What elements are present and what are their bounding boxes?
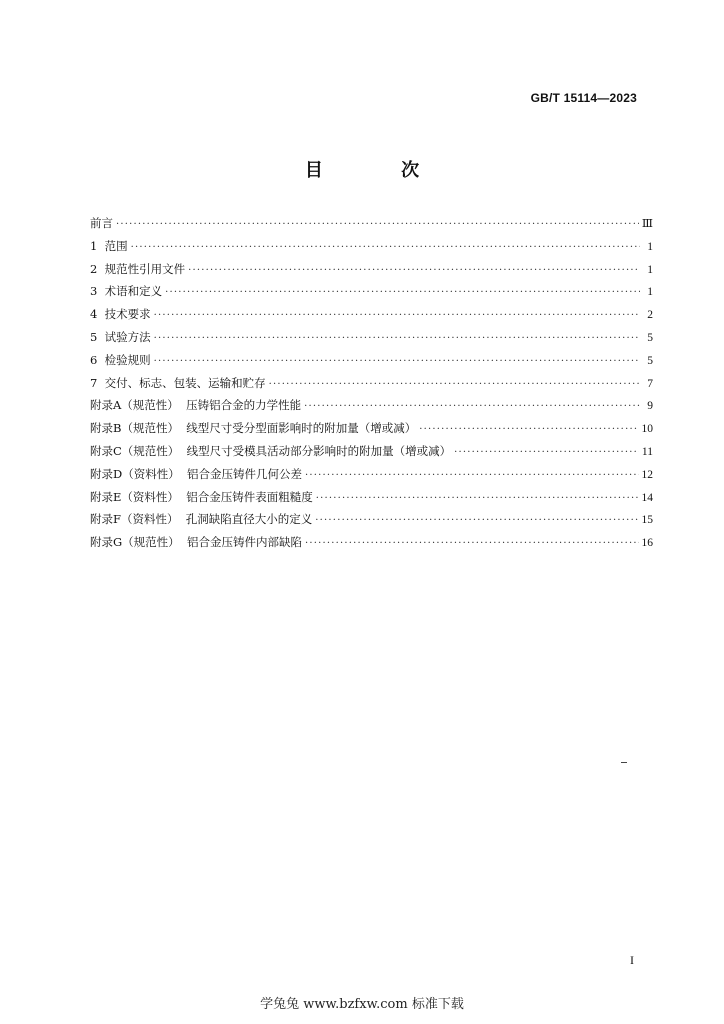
toc-leader-dots bbox=[154, 305, 640, 328]
stray-mark bbox=[621, 762, 627, 763]
toc-leader-dots bbox=[305, 465, 638, 488]
toc-entry-page: 9 bbox=[647, 400, 653, 413]
toc-entry-label: 2 规范性引用文件 bbox=[90, 261, 186, 276]
toc-entry-terms-definitions[interactable] bbox=[90, 280, 653, 303]
toc-entry-label: 5 试验方法 bbox=[90, 329, 151, 344]
toc-leader-dots bbox=[116, 214, 639, 237]
toc-entry-label: 附录C（规范性） 线型尺寸受模具活动部分影响时的附加量（增或减） bbox=[90, 443, 452, 458]
toc-entry-label: 4 技术要求 bbox=[90, 307, 151, 322]
toc-entry-foreword[interactable] bbox=[90, 212, 653, 235]
toc-leader-dots bbox=[188, 260, 640, 283]
toc-entry-page: Ⅲ bbox=[641, 218, 653, 230]
toc-entry-label: 附录G（规范性） 铝合金压铸件内部缺陷 bbox=[90, 535, 302, 550]
toc-entry-inspection-rules[interactable] bbox=[90, 349, 653, 372]
table-of-contents bbox=[90, 212, 653, 554]
toc-entry-label: 附录F（资料性） 孔洞缺陷直径大小的定义 bbox=[90, 512, 313, 527]
toc-leader-dots bbox=[154, 328, 640, 351]
toc-entry-label: 附录D（资料性） 铝合金压铸件几何公差 bbox=[90, 466, 303, 481]
toc-entry-page: 1 bbox=[647, 240, 653, 253]
toc-entry-page: 5 bbox=[647, 331, 653, 344]
toc-entry-scope[interactable] bbox=[90, 235, 653, 258]
toc-entry-page: 1 bbox=[647, 286, 653, 299]
toc-entry-annex-g[interactable] bbox=[90, 531, 653, 554]
toc-entry-test-methods[interactable] bbox=[90, 326, 653, 349]
toc-entry-page: 16 bbox=[641, 537, 653, 550]
toc-entry-page: 1 bbox=[647, 263, 653, 276]
toc-title: 目 次 bbox=[304, 160, 456, 181]
toc-entry-annex-f[interactable] bbox=[90, 508, 653, 531]
toc-entry-page: 15 bbox=[641, 514, 653, 527]
toc-entry-page: 2 bbox=[647, 309, 653, 322]
toc-leader-dots bbox=[316, 488, 639, 511]
toc-entry-label: 7 交付、标志、包装、运输和贮存 bbox=[90, 375, 266, 390]
toc-entry-page: 5 bbox=[647, 354, 653, 367]
toc-leader-dots bbox=[304, 396, 640, 419]
toc-entry-label: 3 术语和定义 bbox=[90, 284, 163, 299]
toc-leader-dots bbox=[131, 237, 640, 260]
toc-entry-label: 附录A（规范性） 压铸铝合金的力学性能 bbox=[90, 398, 302, 413]
toc-entry-page: 7 bbox=[647, 377, 653, 390]
toc-entry-label: 前言 bbox=[90, 216, 113, 230]
toc-leader-dots bbox=[165, 282, 640, 305]
toc-entry-label: 1 范围 bbox=[90, 238, 128, 253]
toc-entry-page: 11 bbox=[641, 445, 653, 458]
toc-entry-page: 12 bbox=[641, 468, 653, 481]
toc-leader-dots bbox=[269, 374, 640, 397]
page-number: I bbox=[630, 953, 634, 967]
toc-leader-dots bbox=[419, 419, 638, 442]
toc-entry-annex-c[interactable] bbox=[90, 440, 653, 463]
standard-code: GB/T 15114—2023 bbox=[530, 91, 637, 105]
footer-watermark-text: 学兔兔 www.bzfxw.com 标准下载 bbox=[260, 997, 464, 1012]
toc-entry-annex-e[interactable] bbox=[90, 486, 653, 509]
toc-entry-normative-references[interactable] bbox=[90, 258, 653, 281]
toc-entry-label: 附录E（资料性） 铝合金压铸件表面粗糙度 bbox=[90, 489, 313, 504]
toc-entry-label: 6 检验规则 bbox=[90, 352, 151, 367]
toc-leader-dots bbox=[315, 510, 638, 533]
toc-entry-annex-b[interactable] bbox=[90, 417, 653, 440]
toc-leader-dots bbox=[454, 442, 639, 465]
toc-entry-page: 10 bbox=[641, 423, 653, 436]
toc-entry-annex-d[interactable] bbox=[90, 463, 653, 486]
toc-leader-dots bbox=[305, 533, 639, 556]
toc-entry-technical-requirements[interactable] bbox=[90, 303, 653, 326]
toc-entry-page: 14 bbox=[641, 491, 653, 504]
toc-entry-label: 附录B（规范性） 线型尺寸受分型面影响时的附加量（增或减） bbox=[90, 421, 417, 436]
toc-leader-dots bbox=[154, 351, 640, 374]
toc-entry-delivery-marking[interactable] bbox=[90, 372, 653, 395]
toc-entry-annex-a[interactable] bbox=[90, 394, 653, 417]
